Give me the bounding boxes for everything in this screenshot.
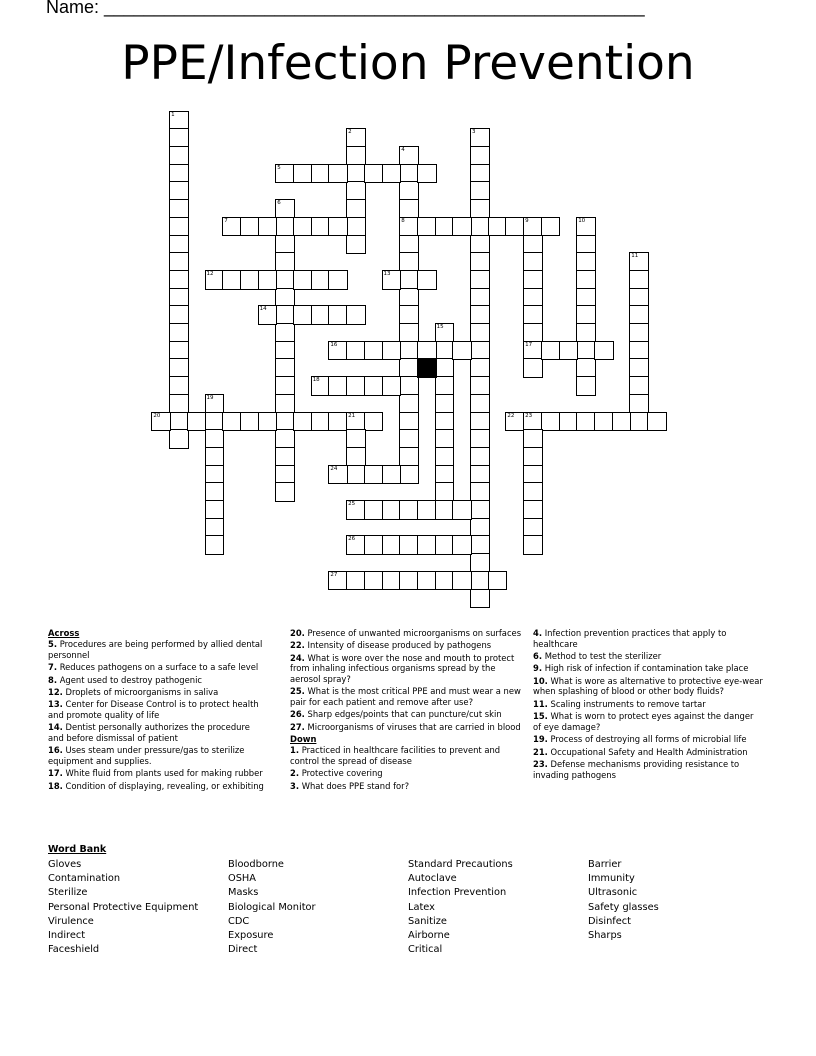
cell-number: 24 bbox=[330, 465, 338, 472]
cell-number: 4 bbox=[401, 147, 405, 153]
grid-cell[interactable] bbox=[346, 235, 366, 255]
cell-number: 13 bbox=[383, 270, 391, 277]
clue-number: 6. bbox=[533, 650, 543, 661]
word-bank-item: Critical bbox=[408, 944, 443, 956]
grid-cell[interactable] bbox=[258, 305, 278, 325]
grid-cell[interactable] bbox=[452, 535, 472, 555]
cell-number: 21 bbox=[348, 412, 356, 419]
cell-number: 16 bbox=[330, 341, 338, 348]
clue-number: 24. bbox=[290, 652, 305, 663]
clue-text: Agent used to destroy pathogenic bbox=[59, 674, 203, 685]
word-bank-item: Latex bbox=[408, 901, 435, 913]
clue-number: 8. bbox=[48, 674, 58, 685]
cell-number: 22 bbox=[507, 412, 515, 419]
clue bbox=[533, 747, 763, 758]
cell-number: 20 bbox=[153, 412, 161, 419]
word-bank-heading: Word Bank bbox=[48, 844, 107, 855]
word-bank-item: Direct bbox=[228, 944, 258, 956]
cell-number: 6 bbox=[277, 200, 281, 207]
cell-number: 10 bbox=[578, 217, 586, 224]
grid-cell[interactable] bbox=[205, 535, 225, 555]
clue-text: Protective covering bbox=[301, 768, 383, 779]
grid-cell[interactable] bbox=[258, 270, 278, 290]
clue bbox=[48, 675, 268, 686]
word-bank-column bbox=[228, 858, 316, 957]
clue-number: 12. bbox=[48, 686, 63, 697]
clue bbox=[290, 722, 528, 733]
clue-text: Sharp edges/points that can puncture/cut skin bbox=[307, 709, 502, 720]
word-bank-item: Sterilize bbox=[48, 887, 88, 899]
word-bank-item: Contamination bbox=[48, 873, 121, 885]
clue bbox=[48, 722, 268, 743]
grid-cell[interactable] bbox=[382, 341, 402, 361]
grid-cell[interactable] bbox=[417, 270, 437, 290]
clue bbox=[290, 640, 528, 651]
clue bbox=[48, 662, 268, 673]
grid-cell[interactable] bbox=[328, 217, 348, 237]
cell-number: 14 bbox=[259, 306, 267, 313]
clue-number: 15. bbox=[533, 711, 548, 722]
clue-number: 2. bbox=[290, 768, 300, 779]
cell-number: 18 bbox=[312, 377, 320, 384]
word-bank-item: OSHA bbox=[228, 873, 256, 885]
clue-number: 7. bbox=[48, 662, 58, 673]
clues-column-3 bbox=[533, 628, 763, 782]
grid-cell[interactable] bbox=[452, 341, 472, 361]
clue-text: Practiced in healthcare facilities to prevent and control the spread of disease bbox=[290, 745, 501, 766]
grid-cell[interactable] bbox=[452, 500, 472, 520]
cell-number: 26 bbox=[348, 536, 356, 543]
clues-column-2 bbox=[290, 628, 528, 793]
word-bank-item: Biological Monitor bbox=[228, 901, 316, 913]
grid-cell[interactable] bbox=[364, 412, 384, 432]
grid-cell[interactable] bbox=[399, 465, 419, 485]
name-field[interactable]: Name: ______________________________________________________ bbox=[46, 0, 645, 17]
clue-number: 22. bbox=[290, 640, 305, 651]
clue-text: What is wore over the nose and mouth to protect from inhaling infectious organisms spread by the aerosol spray? bbox=[290, 652, 515, 684]
cell-number: 12 bbox=[206, 270, 214, 277]
clue-text: Method to test the sterilizer bbox=[544, 650, 662, 661]
word-bank-item: Virulence bbox=[48, 915, 94, 927]
clue-text: What is wore as alternative to protective eye-wear when splashing of blood or other body fluids? bbox=[533, 675, 763, 697]
clue-number: 3. bbox=[290, 780, 300, 791]
word-bank-column bbox=[408, 858, 513, 957]
grid-cell[interactable] bbox=[328, 270, 348, 290]
clue bbox=[290, 653, 528, 685]
grid-cell[interactable] bbox=[151, 412, 171, 432]
clue-text: Occupational Safety and Health Administration bbox=[550, 746, 748, 757]
grid-cell[interactable] bbox=[559, 341, 579, 361]
clue-text: Droplets of microorganisms in saliva bbox=[65, 686, 219, 697]
clue bbox=[533, 734, 763, 745]
grid-cell[interactable] bbox=[470, 589, 490, 609]
word-bank-item: Disinfect bbox=[588, 915, 632, 927]
clue-number: 21. bbox=[533, 746, 548, 757]
clue-number: 19. bbox=[533, 734, 548, 745]
clue-text: What does PPE stand for? bbox=[301, 780, 410, 791]
grid-cell[interactable] bbox=[647, 412, 667, 432]
clue bbox=[48, 699, 268, 720]
clue-text: Dentist personally authorizes the procedure and before dismissal of patient bbox=[48, 722, 250, 743]
cell-number: 7 bbox=[224, 217, 228, 224]
grid-cell[interactable] bbox=[169, 429, 189, 449]
clue bbox=[48, 768, 268, 779]
cell-number: 11 bbox=[631, 253, 639, 260]
word-bank-column bbox=[48, 858, 198, 957]
word-bank-item: Immunity bbox=[588, 873, 635, 885]
grid-cell[interactable] bbox=[612, 412, 632, 432]
clue-number: 27. bbox=[290, 721, 305, 732]
clue-number: 4. bbox=[533, 628, 543, 638]
cell-number: 27 bbox=[330, 571, 338, 578]
clue bbox=[48, 745, 268, 766]
clue-text: Intensity of disease produced by pathogens bbox=[307, 640, 492, 651]
clue bbox=[290, 686, 528, 707]
clue-text: Uses steam under pressure/gas to sterilize equipment and supplies. bbox=[48, 745, 245, 766]
clue-text: Presence of unwanted microorganisms on surfaces bbox=[307, 628, 522, 638]
cell-number: 25 bbox=[348, 501, 356, 507]
grid-cell[interactable] bbox=[382, 270, 402, 290]
clue-number: 20. bbox=[290, 628, 305, 638]
word-bank-item: Personal Protective Equipment bbox=[48, 901, 199, 913]
clue bbox=[290, 709, 528, 720]
clue bbox=[533, 676, 763, 697]
grid-cell[interactable] bbox=[523, 535, 543, 555]
word-bank-item: Sanitize bbox=[408, 915, 447, 927]
word-bank-item: Ultrasonic bbox=[588, 887, 638, 899]
clue bbox=[533, 628, 763, 649]
clue-text: What is the most critical PPE and must wear a new pair for each patient and remove after use? bbox=[290, 686, 521, 707]
clue bbox=[533, 699, 763, 710]
word-bank-item: Gloves bbox=[48, 859, 82, 870]
grid-cell[interactable] bbox=[275, 482, 295, 502]
clue bbox=[290, 628, 528, 639]
word-bank-item: Faceshield bbox=[48, 944, 100, 956]
grid-cell[interactable] bbox=[328, 164, 348, 184]
clue-number: 16. bbox=[48, 745, 63, 756]
clue-text: Reduces pathogens on a surface to a safe level bbox=[59, 662, 259, 673]
clue bbox=[533, 663, 763, 674]
grid-cell[interactable] bbox=[346, 305, 366, 325]
clue-text: Center for Disease Control is to protect health and promote quality of life bbox=[48, 699, 259, 720]
word-bank-item: Masks bbox=[228, 887, 259, 899]
clue-number: 11. bbox=[533, 698, 548, 709]
clue bbox=[533, 711, 763, 732]
clue bbox=[48, 781, 268, 792]
clue-number: 23. bbox=[533, 758, 548, 769]
grid-cell[interactable] bbox=[258, 412, 278, 432]
cell-number: 19 bbox=[206, 394, 214, 401]
clue-text: White fluid from plants used for making rubber bbox=[65, 768, 263, 779]
clue-number: 13. bbox=[48, 699, 63, 710]
cell-number: 1 bbox=[171, 111, 175, 118]
page-title: PPE/Infection Prevention bbox=[121, 36, 695, 91]
grid-cell[interactable] bbox=[541, 217, 561, 237]
grid-cell[interactable] bbox=[382, 465, 402, 485]
grid-cell[interactable] bbox=[594, 341, 614, 361]
clue-text: Infection prevention practices that apply to healthcare bbox=[533, 628, 727, 649]
clue bbox=[533, 651, 763, 662]
clue-number: 9. bbox=[533, 663, 543, 674]
clue-number: 26. bbox=[290, 709, 305, 720]
cell-number: 2 bbox=[348, 129, 352, 136]
word-bank-item: Infection Prevention bbox=[408, 887, 507, 899]
down-heading: Down bbox=[290, 734, 317, 745]
grid-cell[interactable] bbox=[417, 164, 437, 184]
grid-cell[interactable] bbox=[452, 571, 472, 591]
clue-number: 17. bbox=[48, 768, 63, 779]
across-heading: Across bbox=[48, 628, 80, 638]
word-bank-item: Standard Precautions bbox=[408, 859, 513, 870]
clue-number: 10. bbox=[533, 675, 548, 686]
word-bank-column bbox=[588, 858, 659, 943]
word-bank-item: CDC bbox=[228, 915, 250, 927]
black-cell bbox=[417, 358, 437, 378]
grid-cell[interactable] bbox=[187, 412, 207, 432]
cell-number: 15 bbox=[436, 324, 444, 330]
cell-number: 9 bbox=[525, 217, 529, 224]
cell-number: 5 bbox=[277, 164, 281, 171]
clue-text: What is worn to protect eyes against the danger of eye damage? bbox=[533, 711, 754, 732]
word-bank-item: Airborne bbox=[408, 930, 450, 942]
word-bank-item: Safety glasses bbox=[588, 901, 659, 913]
clues-column-1 bbox=[48, 628, 268, 793]
clue-text: Procedures are being performed by allied dental personnel bbox=[48, 639, 263, 660]
clue bbox=[48, 639, 268, 660]
grid-cell[interactable] bbox=[576, 376, 596, 396]
clue-text: Scaling instruments to remove tartar bbox=[550, 698, 706, 709]
clue bbox=[48, 687, 268, 698]
grid-cell[interactable] bbox=[382, 376, 402, 396]
word-bank-item: Bloodborne bbox=[228, 859, 284, 870]
clue-number: 18. bbox=[48, 780, 63, 791]
clue-number: 5. bbox=[48, 639, 58, 650]
word-bank-item: Exposure bbox=[228, 930, 274, 942]
word-bank-item: Sharps bbox=[588, 930, 622, 942]
grid-cell[interactable] bbox=[488, 571, 508, 591]
clue bbox=[290, 745, 528, 766]
cell-number: 8 bbox=[401, 217, 405, 224]
clue bbox=[290, 768, 528, 779]
cell-number: 23 bbox=[525, 412, 533, 419]
word-bank-item: Barrier bbox=[588, 859, 622, 870]
grid-cell[interactable] bbox=[328, 465, 348, 485]
grid-cell[interactable] bbox=[452, 217, 472, 237]
clue-number: 1. bbox=[290, 745, 300, 756]
grid-cell[interactable] bbox=[382, 164, 402, 184]
word-bank-item: Indirect bbox=[48, 930, 86, 942]
word-bank-item: Autoclave bbox=[408, 873, 457, 885]
clue-text: High risk of infection if contamination take place bbox=[544, 663, 749, 674]
clue-number: 14. bbox=[48, 722, 63, 733]
clue-text: Microorganisms of viruses that are carried in blood bbox=[307, 721, 521, 732]
clue bbox=[533, 759, 763, 780]
grid-cell[interactable] bbox=[523, 358, 543, 378]
clue-text: Condition of displaying, revealing, or exhibiting bbox=[65, 780, 264, 791]
grid-cell[interactable] bbox=[258, 217, 278, 237]
clue-text: Defense mechanisms providing resistance to invading pathogens bbox=[533, 758, 740, 780]
clue bbox=[290, 781, 528, 792]
clue-number: 25. bbox=[290, 686, 305, 697]
cell-number: 17 bbox=[525, 341, 533, 348]
clue-text: Process of destroying all forms of microbial life bbox=[550, 734, 747, 745]
cell-number: 3 bbox=[472, 129, 476, 136]
